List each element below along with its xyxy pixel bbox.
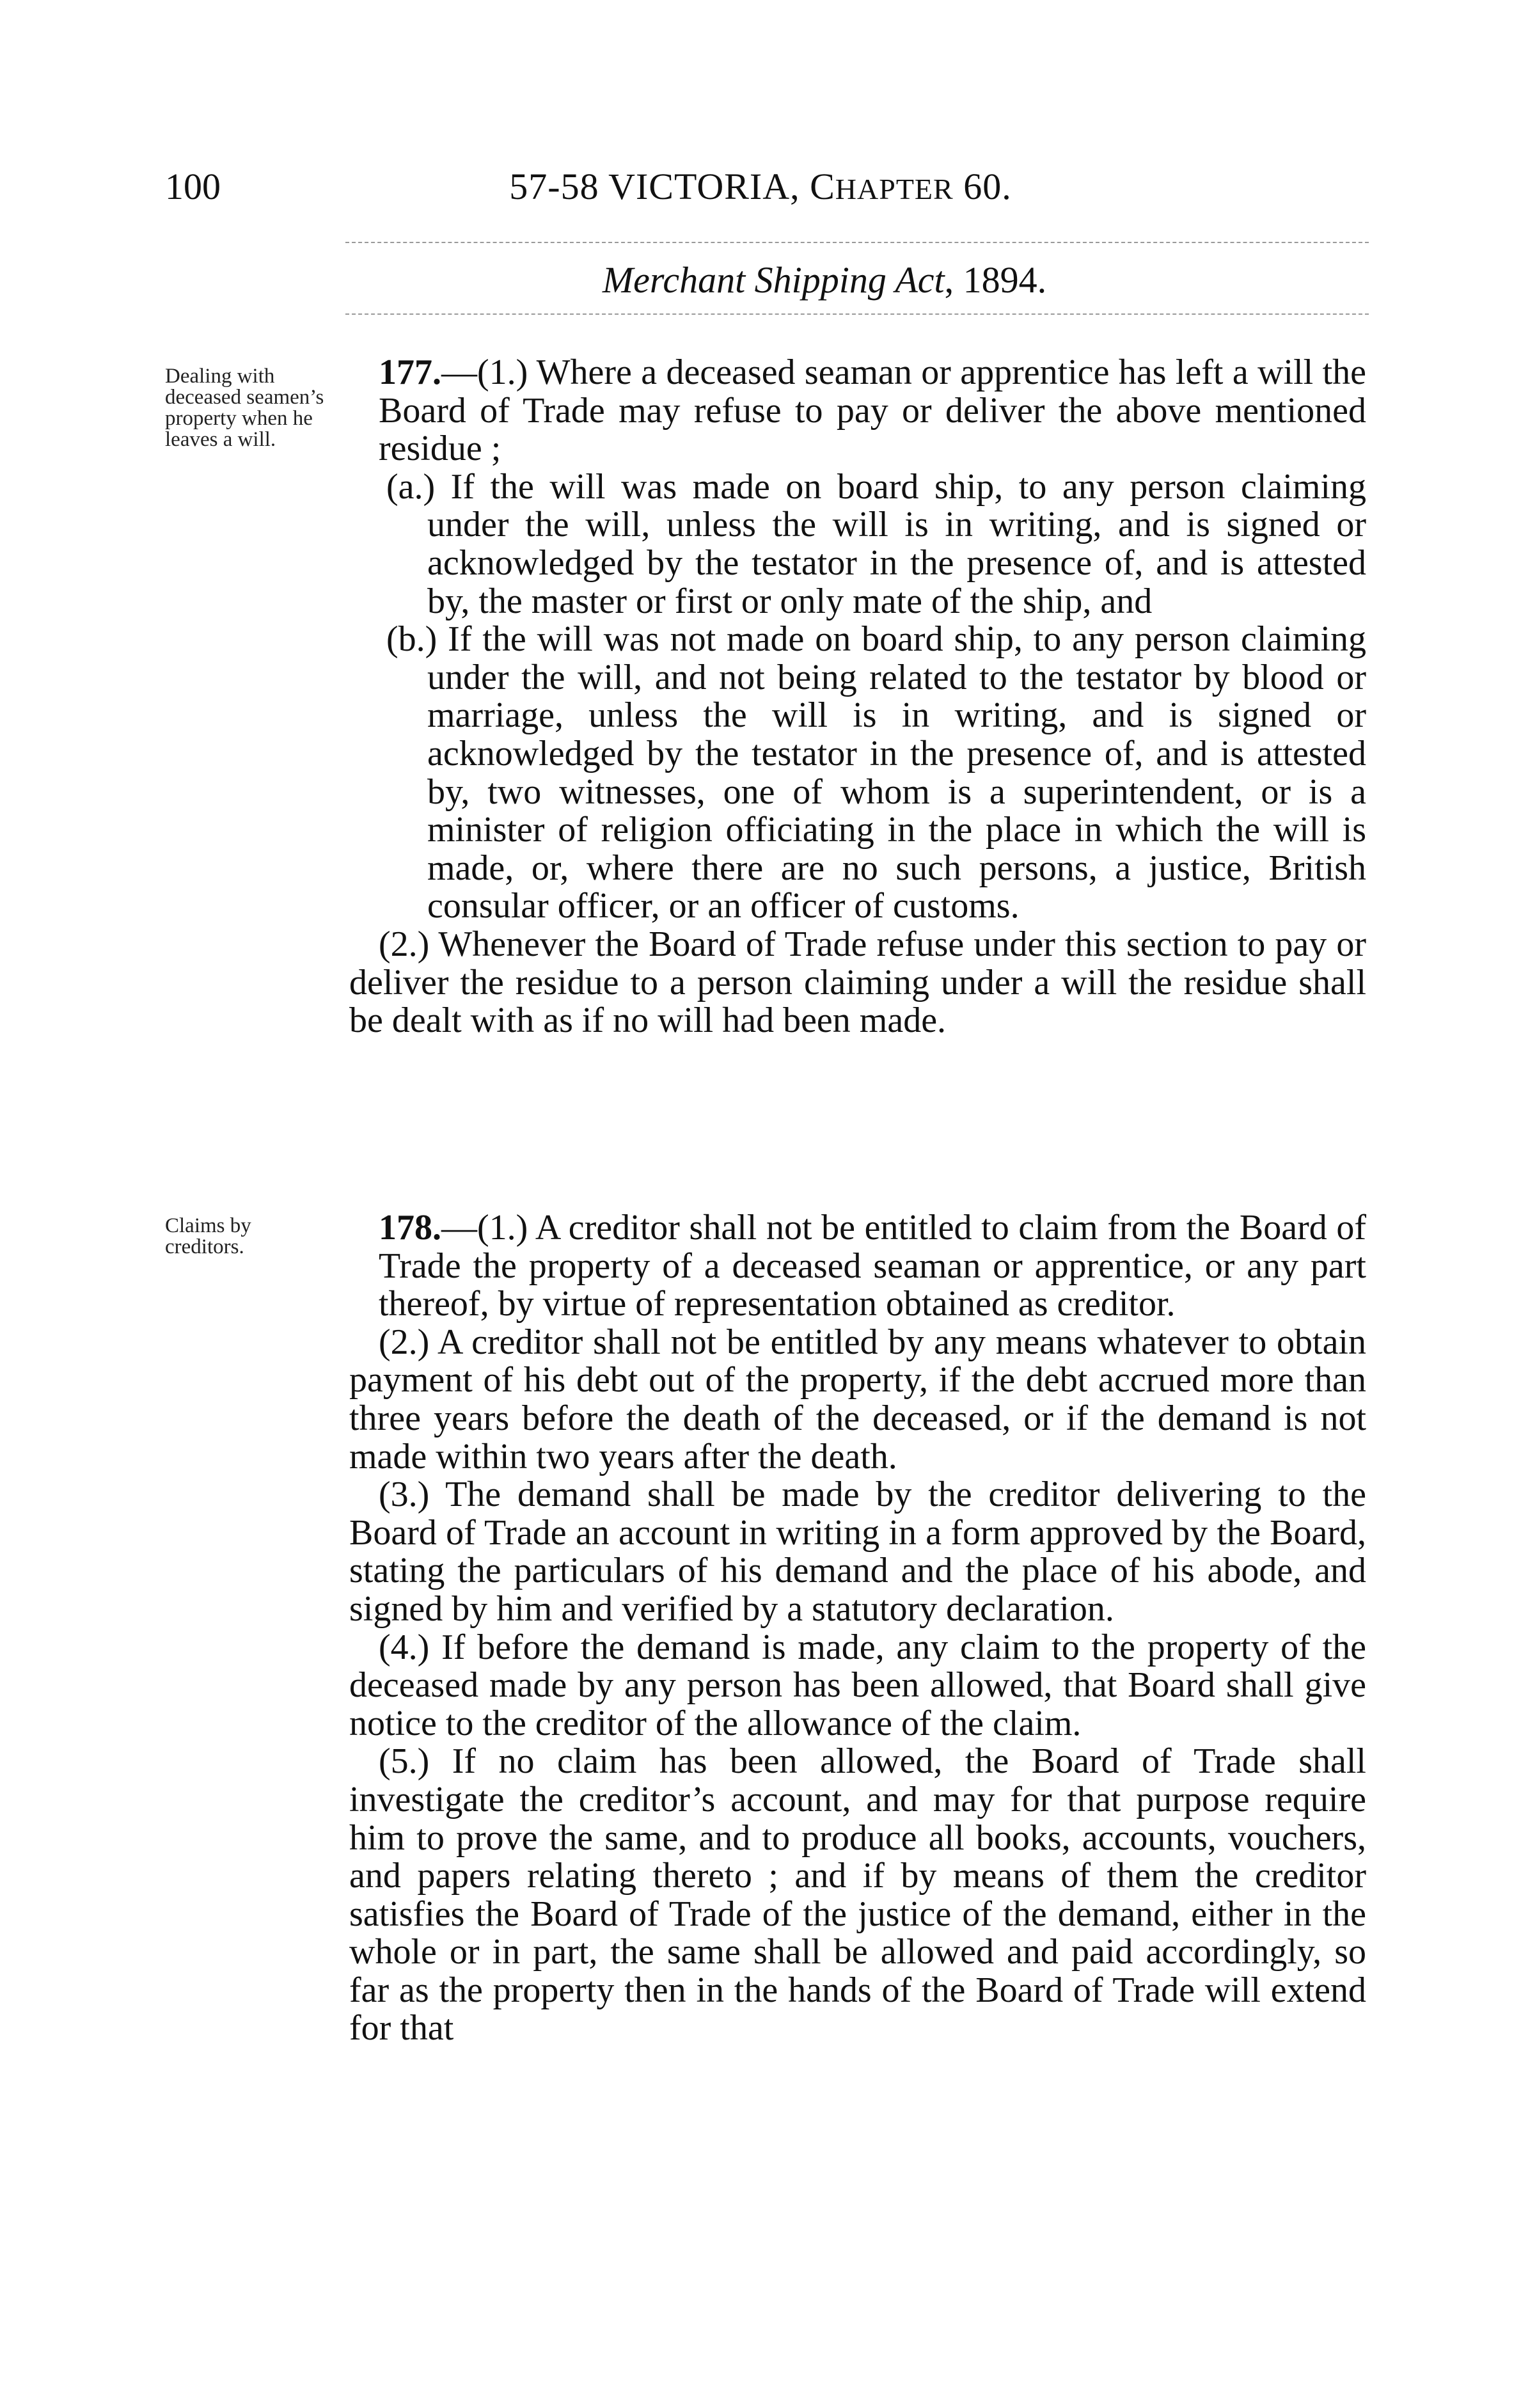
- bottom-rule: [345, 313, 1369, 315]
- section-178-sub-2: (2.) A creditor shall not be entitled by any means whatever to obtain payment of his debt out of the property, if the debt accrued more than three years before the death of the deceased, or if the demand is not made within two years after the death.: [349, 1322, 1366, 1477]
- section-177: [349, 354, 1366, 1040]
- chapter-smallcaps: HAPTER: [835, 173, 954, 205]
- section-178-intro-text: —(1.) A creditor shall not be entitled to claim from the Board of Trade the property of a deceased seaman or apprentice, or any part thereof, by virtue of representation obtained as creditor.: [379, 1208, 1366, 1324]
- section-178-sub-4: (4.) If before the demand is made, any claim to the property of the deceased made by any person has been allowed, that Board shall give notice to the creditor of the allowance of the claim.: [349, 1627, 1366, 1743]
- page-number: 100: [165, 166, 221, 207]
- act-name: Merchant Shipping Act: [602, 259, 945, 301]
- section-178-intro: [349, 1209, 1366, 1324]
- chapter-prefix: 57-58 VICTORIA, C: [509, 166, 835, 207]
- top-rule: [345, 242, 1369, 243]
- section-177-intro-text: —(1.) Where a deceased seaman or apprentice has left a will the Board of Trade may refuse to pay or deliver the above mentioned residue ;: [379, 352, 1366, 469]
- section-177-sub-2: (2.) Whenever the Board of Trade refuse under this section to pay or deliver the residue to a person claiming under a will the residue shall be dealt with as if no will had been made.: [349, 924, 1366, 1041]
- sidenote-178: Claims by creditors.: [165, 1214, 251, 1258]
- act-year: , 1894.: [944, 259, 1047, 301]
- section-177-item-b: (b.) If the will was not made on board ship, to any person claiming under the will, and not being related to the testator by blood or marriage, unless the will is in writing, and is signed or acknowledged by the testator in the presence of, and is attested by, two witnesses, one of whom is a superintendent, or is a minister of religion officiating in the place in which the will is made, or, where there are no such persons, a justice, British consular officer, or an officer of customs.: [386, 619, 1366, 926]
- section-177-number: 177.: [379, 352, 441, 392]
- section-178-sub-5: (5.) If no claim has been allowed, the Board of Trade shall investigate the creditor’s account, and may for that purpose require him to prove the same, and to produce all books, accounts, vouchers, and papers relating thereto ; and if by means of them the creditor satisfies the Board of Trade of the justice of the demand, either in the whole or in part, the same shall be allowed and paid accordingly, so far as the property then in the hands of the Board of Trade will extend for that: [349, 1741, 1366, 2048]
- sidenote-177: Dealing with deceased seamen’s property when he leaves a will.: [165, 365, 324, 451]
- running-head: [0, 165, 1521, 208]
- section-177-item-a: (a.) If the will was made on board ship, to any person claiming under the will, unless the will is in writing, and is signed or acknowledged by the testator in the presence of, and is attested by, the master or first or only mate of the ship, and: [386, 466, 1366, 621]
- chapter-suffix: 60.: [953, 166, 1012, 207]
- section-177-intro: [349, 354, 1366, 468]
- section-178: [349, 1209, 1366, 2048]
- section-178-sub-3: (3.) The demand shall be made by the creditor delivering to the Board of Trade an account in writing in a form approved by the Board, stating the particulars of his demand and the place of his abode, and signed by him and verified by a statutory declaration.: [349, 1475, 1366, 1629]
- section-178-number: 178.: [379, 1208, 441, 1248]
- act-title: [0, 258, 1521, 301]
